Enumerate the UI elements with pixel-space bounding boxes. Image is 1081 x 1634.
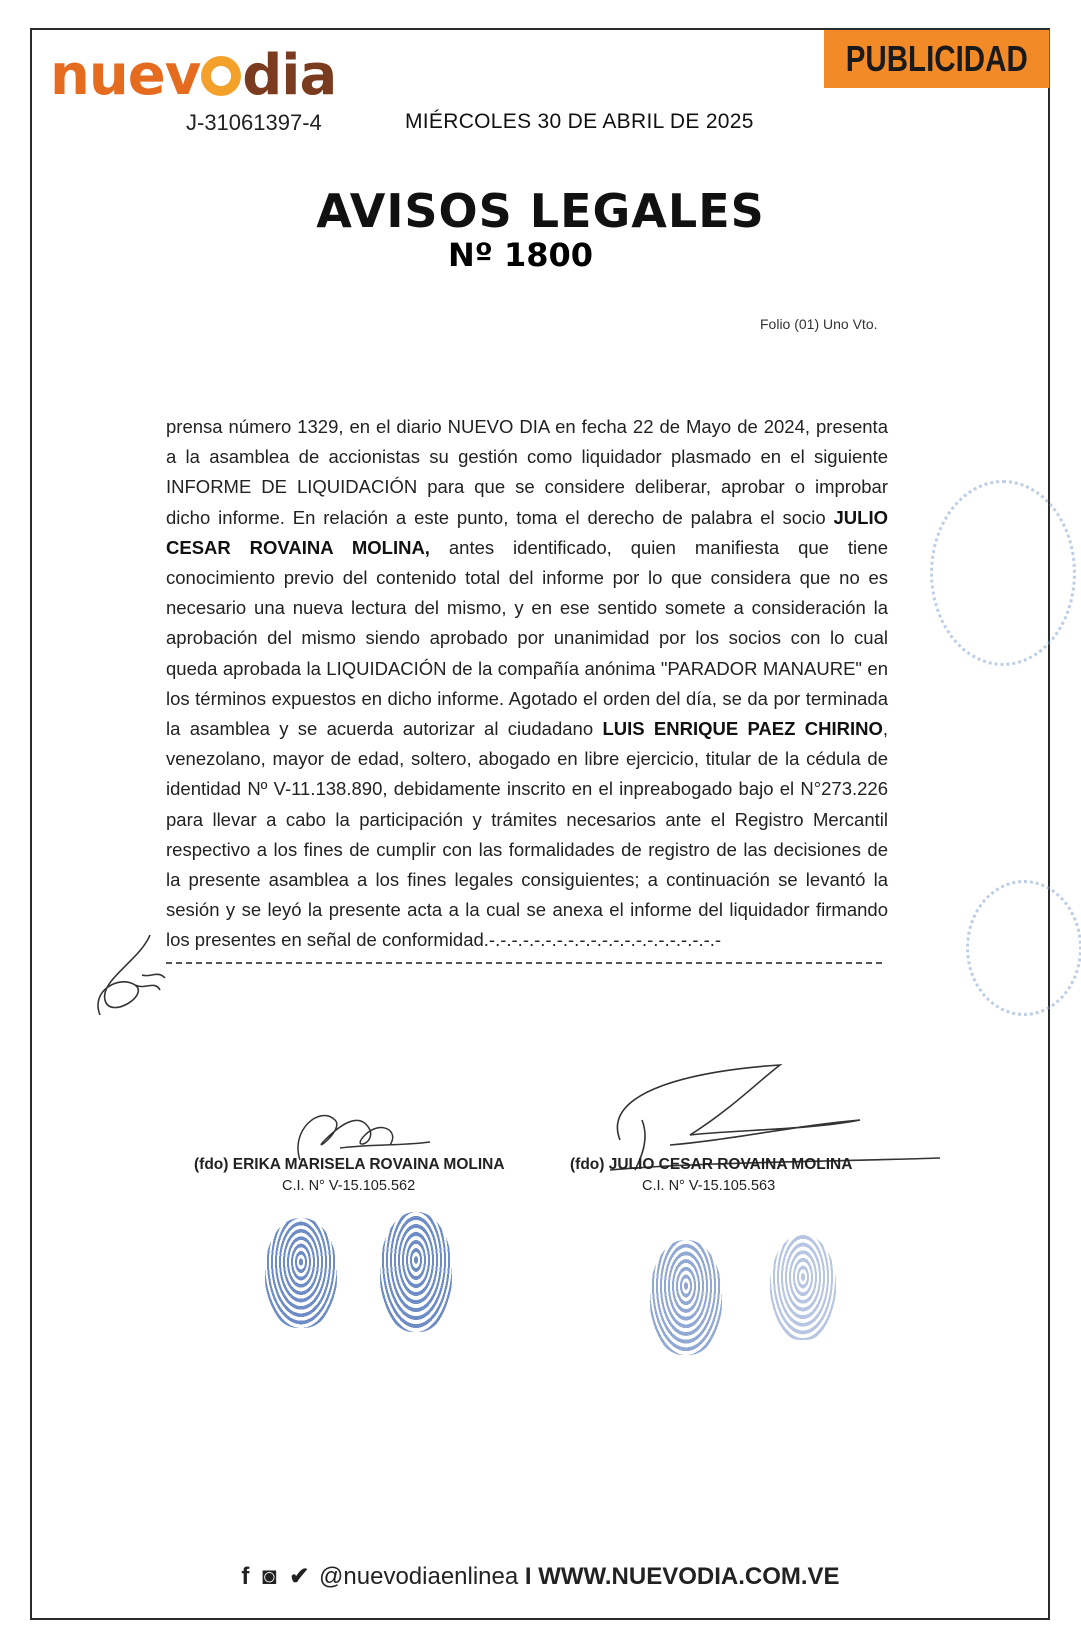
fingerprint-icon	[380, 1212, 452, 1332]
advertising-badge: PUBLICIDAD	[824, 30, 1050, 88]
signer-name: (fdo) JULIO CESAR ROVAINA MOLINA	[570, 1156, 853, 1173]
body-text-1: prensa número 1329, en el diario NUEVO DIA en fecha 22 de Mayo de 2024, presenta a la asamblea de accionistas su gestión como liquidador plasmado en el siguiente INFORME DE LIQUIDACIÓN para que se considere deliberar, aprobar o improbar dicho informe. En relación a este punto, toma el derecho de palabra el socio	[166, 416, 888, 528]
fingerprint-icon	[770, 1235, 836, 1340]
margin-initials-signature	[90, 920, 170, 1030]
fingerprint-icon	[265, 1218, 337, 1328]
footer-separator: I	[524, 1563, 532, 1590]
fingerprint-icon	[650, 1240, 722, 1355]
signature-block-erika	[194, 1156, 534, 1194]
legal-notice-body	[166, 412, 888, 956]
publication-date: MIÉRCOLES 30 DE ABRIL DE 2025	[405, 110, 754, 133]
sun-icon	[201, 56, 241, 96]
body-bold-name-1: JULIO CESAR ROVAINA MOLINA,	[166, 506, 888, 558]
body-text-2: antes identificado, quien manifiesta que tiene conocimiento previo del contenido total del informe por lo que considera que no es necesario una nueva lectura del mismo, y en ese sentido somete a consideración la aprobación del mismo siendo aprobado por unanimidad por los socios con lo cual queda aprobada la LIQUIDACIÓN de la compañía anónima "PARADOR MANAURE" en los términos expuestos en dicho informe. Agotado el orden del día, se da por terminada la asamblea y se acuerda autorizar al ciudadano	[166, 536, 888, 740]
page-footer	[0, 1562, 1081, 1591]
body-bold-name-2: LUIS ENRIQUE PAEZ CHIRINO	[602, 718, 883, 740]
folio-label: Folio (01) Uno Vto.	[760, 316, 878, 332]
social-media-icons: f ◙ ✔	[241, 1563, 313, 1590]
notice-number: Nº 1800	[447, 236, 594, 274]
website-link[interactable]: WWW.NUEVODIA.COM.VE	[538, 1563, 840, 1590]
signer-id: C.I. N° V-15.105.563	[642, 1178, 776, 1194]
notary-stamp	[930, 480, 1076, 666]
signer-id: C.I. N° V-15.105.562	[282, 1178, 416, 1194]
logo-text-part1: nuev	[50, 43, 201, 108]
social-handle: @nuevodiaenlinea	[319, 1563, 519, 1590]
closing-dash-line	[166, 962, 882, 964]
page-title: AVISOS LEGALES	[316, 184, 765, 238]
newspaper-logo	[50, 43, 337, 108]
tax-id: J-31061397-4	[186, 110, 322, 135]
registry-stamp	[966, 880, 1081, 1016]
logo-text-part2: dia	[242, 43, 337, 108]
body-text-3: , venezolano, mayor de edad, soltero, abogado en libre ejercicio, titular de la cédula de identidad Nº V-11.138.890, debidamente inscrito en el inpreabogado bajo el N°273.226 para llevar a cabo la participación y trámites necesarios ante el Registro Mercantil respectivo a los fines de cumplir con las formalidades de registro de las decisiones de la presente asamblea a los fines legales consiguientes; a continuación se levantó la sesión y se leyó la presente acta a la cual se anexa el informe del liquidador firmando los presentes en señal de conformidad.-.-.-.-.-.-.-.-.-.-.-.-.-.-.-.-.-.-.-.-.-	[166, 718, 888, 951]
signer-name: (fdo) ERIKA MARISELA ROVAINA MOLINA	[194, 1156, 505, 1173]
signature-block-julio	[570, 1156, 910, 1194]
